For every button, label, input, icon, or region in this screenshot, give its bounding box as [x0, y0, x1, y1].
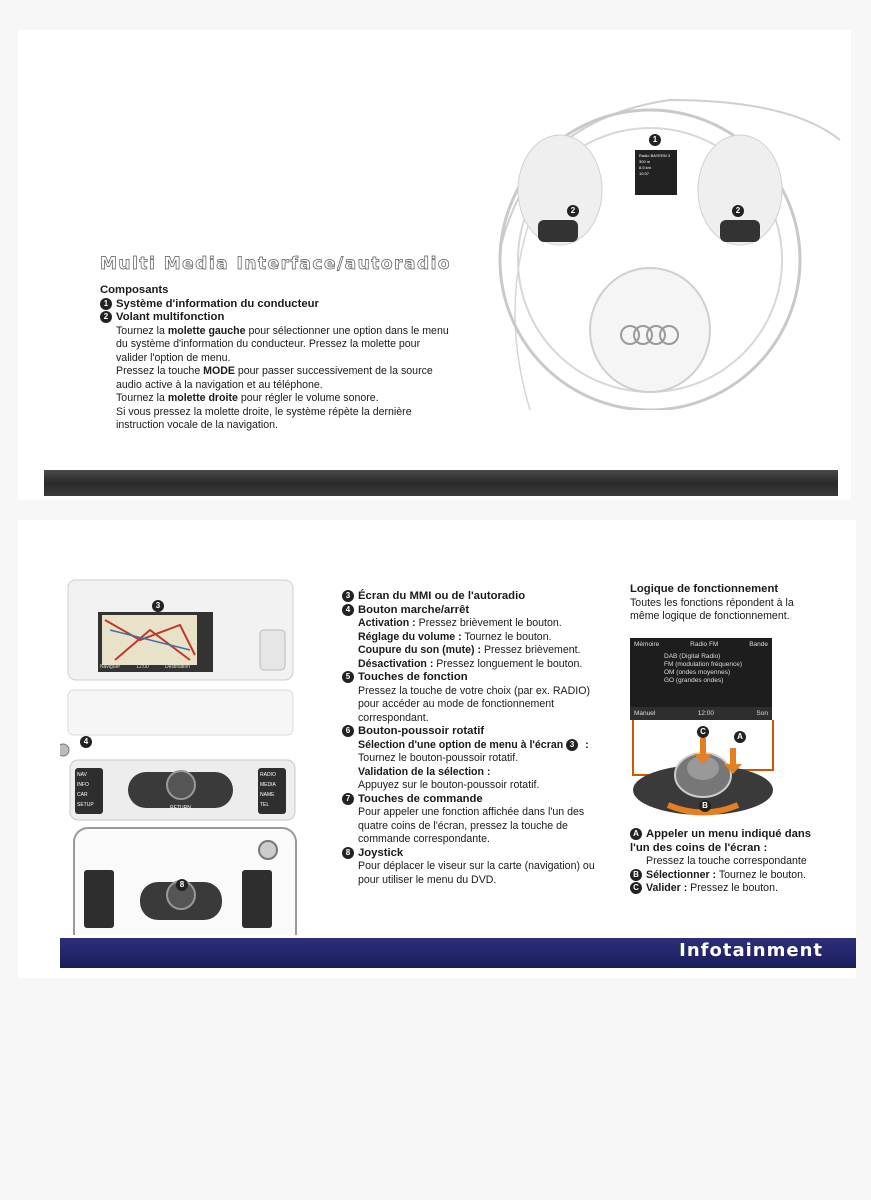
p2c: pour passer successivement de la source audio active à la navigation et au téléphone. [116, 365, 433, 391]
tel-key[interactable]: TEL [260, 802, 270, 808]
callout-4: 4 [80, 736, 92, 748]
steering-wheel-diagram [490, 80, 845, 410]
item-6-label: Bouton-poussoir rotatif [358, 725, 485, 737]
logic-block [630, 583, 820, 624]
display-top-bar [630, 638, 772, 651]
num-1-icon: 1 [100, 298, 112, 310]
console-buttons-left [77, 770, 94, 810]
i4-l3: Pressez brièvement. [481, 644, 581, 656]
paragraph-2 [100, 365, 450, 392]
display-item[interactable]: OM (ondes moyennes) [664, 669, 731, 676]
item-c-bold: Valider : [646, 882, 688, 894]
i6-l1b: Sélection d'une option de menu à l'écran [358, 738, 567, 751]
info-key[interactable]: INFO [77, 782, 89, 788]
return-key[interactable]: RETURN [170, 805, 191, 811]
p3a: Tournez la [116, 392, 168, 404]
item-a-text: Pressez la touche correspondante [646, 855, 807, 867]
i4-l1b: Activation : [358, 617, 416, 629]
num-4-icon: 4 [342, 604, 354, 616]
top-text [100, 284, 450, 433]
item-3-label: Écran du MMI ou de l'autoradio [358, 590, 526, 602]
item-4-line-4 [342, 658, 607, 672]
item-8 [342, 847, 607, 861]
callout-1: 1 [649, 134, 661, 146]
p3b: molette droite [167, 392, 238, 404]
name-key[interactable]: NAME [260, 792, 275, 798]
item-4-line-2 [342, 631, 607, 645]
i4-l4: Pressez longuement le bouton. [433, 657, 583, 670]
item-6-line-2: Tournez le bouton-poussoir rotatif. [358, 752, 519, 764]
car-key[interactable]: CAR [77, 792, 88, 798]
cluster-time: 10:37 [639, 171, 650, 176]
num-5-icon: 5 [342, 671, 354, 683]
item-5-text: Pressez la touche de votre choix (par ex. RADIO) pour accéder au mode de fonctionnement correspondant. [358, 684, 590, 724]
display-item[interactable]: FM (modulation fréquence) [664, 661, 743, 668]
i4-l2b: Réglage du volume : [358, 630, 462, 643]
item-b [630, 869, 830, 883]
i4-l2: Tournez le bouton. [461, 630, 552, 643]
abc-block [630, 828, 830, 896]
item-7-label: Touches de commande [358, 792, 483, 805]
callout-8: 8 [176, 879, 188, 891]
p3c: pour régler le volume sonore. [237, 392, 379, 404]
p1c: pour sélectionner une option dans le menu du système d'information du conducteur. Pressez la molette pour valider l'option de menu. [116, 324, 449, 364]
mmi-display [630, 638, 772, 720]
display-radio-fm: Radio FM [690, 641, 719, 648]
item-6-line-4: Appuyez sur le bouton-poussoir rotatif. [358, 779, 540, 791]
item-4-label: Bouton marche/arrêt [358, 603, 470, 616]
bottom-middle-text [342, 590, 607, 887]
item-a-bold: Appeler un menu indiqué dans l'un des coins de l'écran : [630, 828, 812, 854]
item-4-line-1 [342, 617, 607, 631]
b-icon: B [630, 869, 642, 881]
radio-key[interactable]: RADIO [260, 772, 276, 778]
p1a: Tournez la [116, 324, 168, 337]
callout-a: A [734, 731, 746, 743]
a-icon: A [630, 828, 642, 840]
nav-key[interactable]: NAV [77, 772, 87, 778]
item-6-line-1 [342, 739, 607, 753]
display-item[interactable]: GO (grandes ondes) [664, 677, 724, 684]
components-heading: Composants [100, 284, 169, 296]
item-6 [342, 725, 607, 739]
num-3-inline-icon: 3 [566, 739, 578, 751]
item-1-label: Système d'information du conducteur [116, 297, 319, 310]
i6-l1c: : [582, 738, 589, 751]
logic-text: Toutes les fonctions répondent à la même logique de fonctionnement. [630, 596, 794, 622]
item-b-text: Tournez le bouton. [716, 868, 806, 881]
callout-c: C [697, 726, 709, 738]
item-8-label: Joystick [358, 846, 404, 859]
callout-3: 3 [152, 600, 164, 612]
item-7 [342, 793, 607, 807]
cluster-display [637, 152, 679, 194]
num-8-icon: 8 [342, 847, 354, 859]
section-title: Multi Media Interface/autoradio [100, 254, 452, 274]
cluster-title: Radio BAYERN 3 [639, 153, 671, 158]
callout-2-left: 2 [567, 205, 579, 217]
item-2-label: Volant multifonction [116, 311, 225, 323]
console-screen-bar [100, 664, 190, 670]
console-buttons-right [260, 770, 276, 810]
num-3-icon: 3 [342, 590, 354, 602]
num-2-icon: 2 [100, 311, 112, 323]
item-c [630, 882, 830, 896]
item-2 [100, 311, 450, 325]
display-manuel[interactable]: Manuel [634, 710, 656, 717]
item-1 [100, 298, 450, 312]
num-7-icon: 7 [342, 793, 354, 805]
item-b-bold: Sélectionner : [646, 868, 717, 881]
p2b: MODE [203, 365, 235, 377]
section-divider-bar [44, 470, 838, 496]
cluster-line1: 300 m [639, 159, 651, 164]
screen-left-label: Naviguer [100, 664, 121, 670]
display-bande[interactable]: Bande [749, 641, 768, 648]
num-6-icon: 6 [342, 725, 354, 737]
screen-time-label: 12:00 [136, 664, 149, 670]
paragraph-3 [100, 392, 450, 406]
i4-l4b: Désactivation : [358, 657, 434, 670]
item-4 [342, 604, 607, 618]
callout-b: B [699, 800, 711, 812]
item-5-label: Touches de fonction [358, 671, 468, 683]
p2a: Pressez la touche [116, 365, 204, 377]
c-icon: C [630, 882, 642, 894]
screen-right-label: Destination [164, 664, 190, 670]
paragraph-1 [100, 325, 450, 366]
display-son[interactable]: Son [756, 710, 768, 717]
item-7-text: Pour appeler une fonction affichée dans l'un des quatre coins de l'écran, pressez la touche de commande correspondante. [358, 806, 585, 845]
media-key[interactable]: MEDIA [260, 782, 276, 788]
display-memoire[interactable]: Mémoire [634, 641, 660, 648]
item-8-text: Pour déplacer le viseur sur la carte (navigation) ou pour utiliser le menu du DVD. [358, 860, 595, 886]
footer-infotainment: Infotainment [679, 940, 823, 961]
item-5 [342, 671, 607, 685]
callout-2-right: 2 [732, 205, 744, 217]
item-6-line-3: Validation de la sélection : [358, 765, 491, 778]
item-c-text: Pressez le bouton. [687, 882, 778, 894]
i4-l3b: Coupure du son (mute) : [358, 644, 481, 656]
p1b: molette gauche [167, 324, 246, 337]
paragraph-4: Si vous pressez la molette droite, le système répète la dernière instruction vocale de la navigation. [116, 405, 412, 431]
display-menu [630, 651, 772, 685]
display-bottom-bar [630, 707, 772, 720]
i4-l1: Pressez brièvement le bouton. [415, 617, 562, 629]
cluster-line2: 8.5 km [639, 165, 652, 170]
setup-key[interactable]: SETUP [77, 802, 94, 808]
item-3 [342, 590, 607, 604]
display-item[interactable]: DAB (Digital Radio) [664, 653, 721, 660]
item-a [630, 828, 830, 855]
display-clock: 12:00 [697, 710, 715, 717]
logic-title: Logique de fonctionnement [630, 583, 779, 595]
item-4-line-3 [342, 644, 607, 658]
